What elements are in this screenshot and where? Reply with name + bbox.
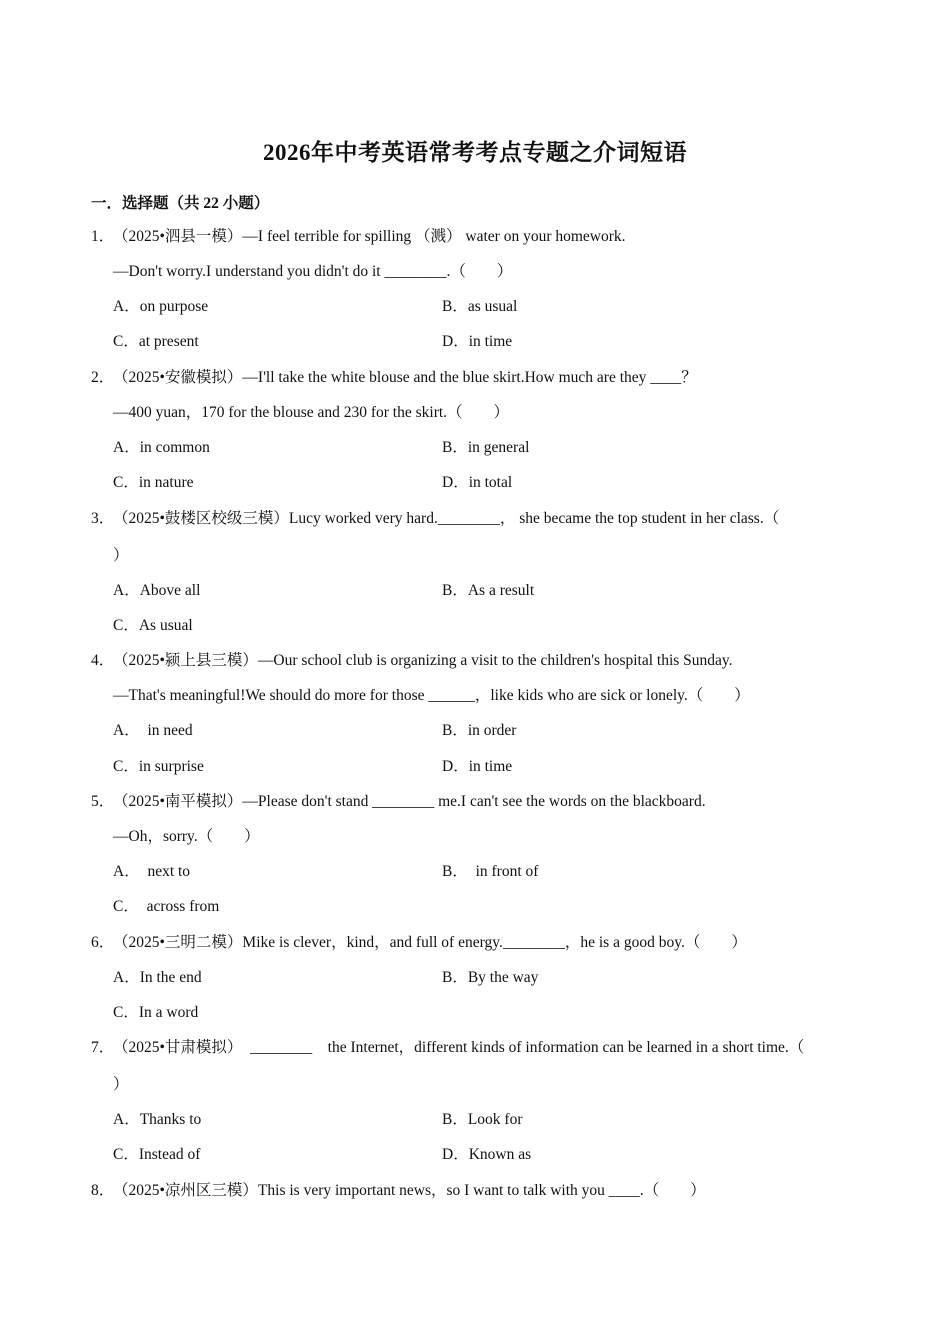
question-text: （2025•安徽模拟）—I'll take the white blouse and the blue skirt.How much are they ____？: [113, 369, 697, 386]
question-number: 7．: [91, 1039, 115, 1056]
option-b: B．By the way: [442, 969, 539, 986]
option-c: C．In a word: [113, 1004, 199, 1021]
option-d: D．Known as: [442, 1146, 532, 1163]
option-a: A．in common: [113, 439, 210, 456]
option-b: B． in front of: [442, 863, 539, 880]
question-text: —Don't worry.I understand you didn't do it ________.（ ）: [113, 263, 513, 280]
question-text: （2025•三明二模）Mike is clever，kind，and full of energy.________，he is a good boy.（ ）: [113, 934, 747, 951]
option-a: A．Above all: [113, 582, 201, 599]
option-c: C．As usual: [113, 617, 193, 634]
option-b: B．Look for: [442, 1111, 523, 1128]
option-c: C．Instead of: [113, 1146, 201, 1163]
question-text: ）: [113, 547, 129, 564]
question-text: —That's meaningful!We should do more for those ______，like kids who are sick or lonely.（ ）: [113, 687, 750, 704]
option-c: C．in surprise: [113, 758, 204, 775]
question-number: 2．: [91, 369, 115, 386]
option-d: D．in time: [442, 758, 513, 775]
question-text: （2025•鼓楼区校级三模）Lucy worked very hard.________， she became the top student in her class.（: [113, 510, 780, 527]
option-c: C． across from: [113, 898, 220, 915]
option-b: B．As a result: [442, 582, 535, 599]
option-d: D．in time: [442, 333, 513, 350]
page-title: 2026年中考英语常考考点专题之介词短语: [263, 140, 687, 165]
question-text: —400 yuan，170 for the blouse and 230 for the skirt.（ ）: [113, 404, 510, 421]
question-number: 3．: [91, 510, 115, 527]
option-a: A．Thanks to: [113, 1111, 202, 1128]
question-number: 8．: [91, 1182, 115, 1199]
question-text: —Oh，sorry.（ ）: [113, 828, 260, 845]
option-d: D．in total: [442, 474, 513, 491]
option-a: A． next to: [113, 863, 191, 880]
option-c: C．in nature: [113, 474, 194, 491]
option-a: A．In the end: [113, 969, 202, 986]
question-text: （2025•南平模拟）—Please don't stand ________ me.I can't see the words on the blackboard.: [113, 793, 706, 810]
question-text: （2025•泗县一模）—I feel terrible for spilling （溅） water on your homework.: [113, 228, 626, 245]
question-number: 1．: [91, 228, 115, 245]
question-number: 5．: [91, 793, 115, 810]
option-c: C．at present: [113, 333, 199, 350]
option-a: A． in need: [113, 722, 193, 739]
question-text: （2025•甘肃模拟） ________ the Internet，different kinds of information can be learned in a short time.（: [113, 1039, 805, 1056]
option-b: B．as usual: [442, 298, 518, 315]
question-number: 4．: [91, 652, 115, 669]
question-text: ）: [113, 1076, 129, 1093]
option-b: B．in general: [442, 439, 530, 456]
section-heading: 一．选择题（共 22 小题）: [91, 195, 270, 212]
option-b: B．in order: [442, 722, 517, 739]
option-a: A．on purpose: [113, 298, 209, 315]
question-number: 6．: [91, 934, 115, 951]
question-text: （2025•凉州区三模）This is very important news，so I want to talk with you ____.（ ）: [113, 1182, 706, 1199]
question-text: （2025•颍上县三模）—Our school club is organizing a visit to the children's hospital this Sunday.: [113, 652, 733, 669]
